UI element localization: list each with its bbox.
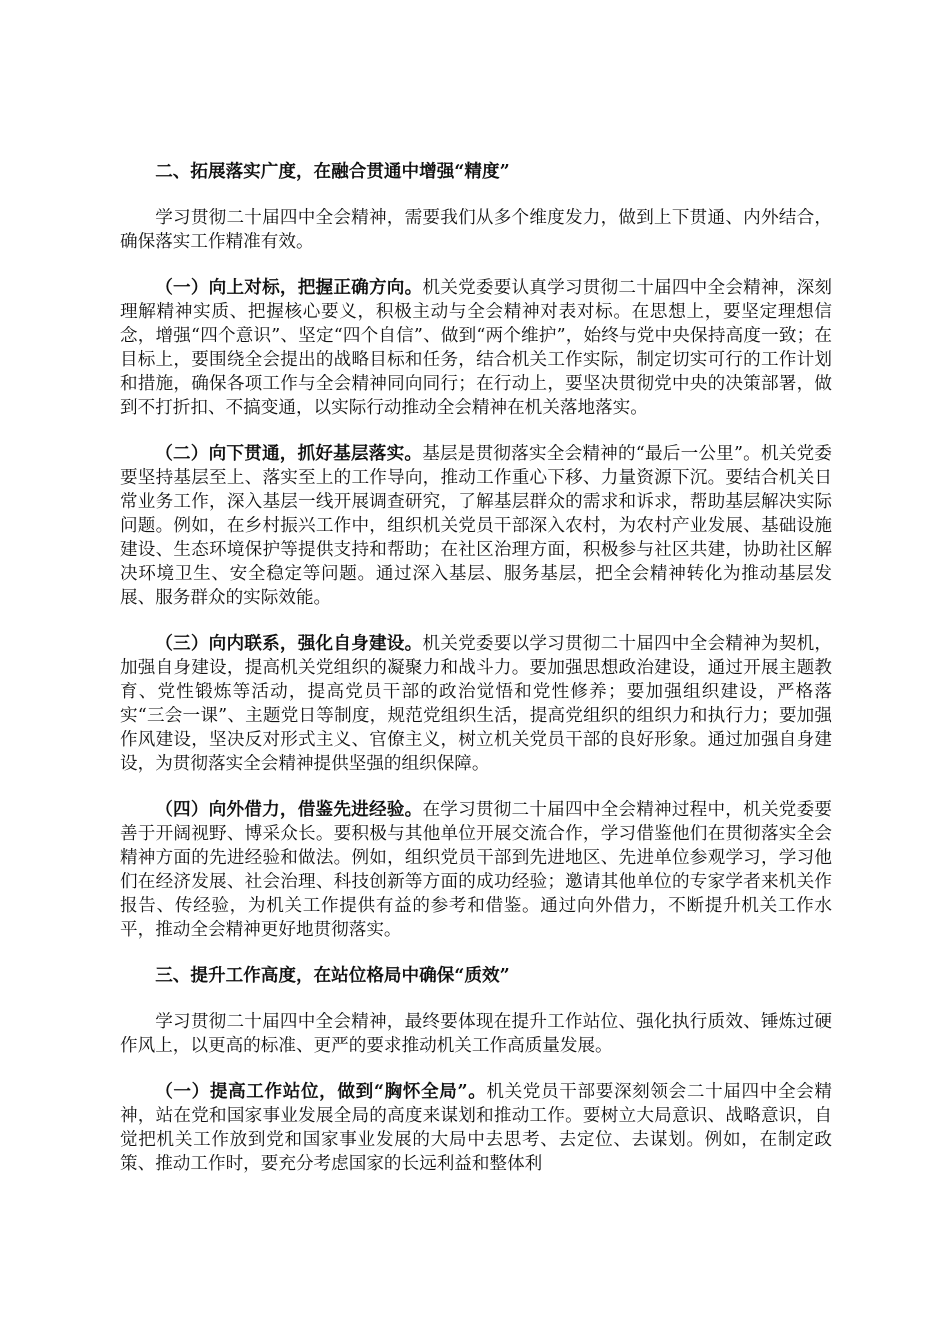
document-page (120, 160, 832, 1198)
section-2-item-1 (120, 276, 832, 420)
section-2-heading: 二、拓展落实广度，在融合贯通中增强“精度” (155, 161, 510, 182)
item-lead: （三）向内联系，强化自身建设。 (155, 633, 423, 654)
item-lead: （四）向外借力，借鉴先进经验。 (155, 799, 423, 820)
item-body: 在学习贯彻二十届四中全会精神过程中，机关党委要善于开阔视野、博采众长。要积极与其他单位开展交流合作，学习借鉴他们在贯彻落实全会精神方面的先进经验和做法。例如，组织党员干部到先进地区、先进单位参观学习，学习他们在经济发展、社会治理、科技创新等方面的成功经验；邀请其他单位的专家学者来机关作报告、传经验，为机关工作提供有益的参考和借鉴。通过向外借力，不断提升机关工作水平，推动全会精神更好地贯彻落实。 (120, 800, 832, 940)
section-3-heading: 三、提升工作高度，在站位格局中确保“质效” (155, 965, 510, 986)
item-lead: （一）提高工作站位，做到“胸怀全局”。 (155, 1081, 487, 1102)
item-body: 基层是贯彻落实全会精神的“最后一公里”。机关党委要坚持基层至上、落实至上的工作导向，推动工作重心下移、力量资源下沉。要结合机关日常业务工作，深入基层一线开展调查研究，了解基层群众的需求和诉求，帮助基层解决实际问题。例如，在乡村振兴工作中，组织机关党员干部深入农村，为农村产业发展、基础设施建设、生态环境保护等提供支持和帮助；在社区治理方面，积极参与社区共建，协助社区解决环境卫生、安全稳定等问题。通过深入基层、服务基层，把全会精神转化为推动基层发展、服务群众的实际效能。 (120, 444, 832, 608)
section-2-item-2 (120, 442, 832, 610)
item-lead: （二）向下贯通，抓好基层落实。 (155, 443, 423, 464)
item-body: 机关党委要认真学习贯彻二十届四中全会精神，深刻理解精神实质、把握核心要义，积极主动与全会精神对表对标。在思想上，要坚定理想信念，增强“四个意识”、坚定“四个自信”、做到“两个维护”，始终与党中央保持高度一致；在目标上，要围绕全会提出的战略目标和任务，结合机关工作实际，制定切实可行的工作计划和措施，确保各项工作与全会精神同向同行；在行动上，要坚决贯彻党中央的决策部署，做到不打折扣、不搞变通，以实际行动推动全会精神在机关落地落实。 (120, 278, 832, 418)
section-2-item-4 (120, 798, 832, 942)
section-3-intro: 学习贯彻二十届四中全会精神，最终要体现在提升工作站位、强化执行质效、锤炼过硬作风上，以更高的标准、更严的要求推动机关工作高质量发展。 (120, 1012, 832, 1056)
item-body: 机关党员干部要深刻领会二十届四中全会精神，站在党和国家事业发展全局的高度来谋划和推动工作。要树立大局意识、战略意识，自觉把机关工作放到党和国家事业发展的大局中去思考、去定位、去谋划。例如，在制定政策、推动工作时，要充分考虑国家的长远利益和整体利 (120, 1082, 832, 1174)
item-body: 机关党委要以学习贯彻二十届四中全会精神为契机，加强自身建设，提高机关党组织的凝聚力和战斗力。要加强思想政治建设，通过开展主题教育、党性锻炼等活动，提高党员干部的政治觉悟和党性修养；要加强组织建设，严格落实“三会一课”、主题党日等制度，规范党组织生活，提高党组织的组织力和执行力；要加强作风建设，坚决反对形式主义、官僚主义，树立机关党员干部的良好形象。通过加强自身建设，为贯彻落实全会精神提供坚强的组织保障。 (120, 634, 832, 774)
section-2-item-3 (120, 632, 832, 776)
section-3-item-1 (120, 1080, 832, 1176)
item-lead: （一）向上对标，把握正确方向。 (155, 277, 423, 298)
section-2-intro: 学习贯彻二十届四中全会精神，需要我们从多个维度发力，做到上下贯通、内外结合，确保落实工作精准有效。 (120, 208, 832, 252)
